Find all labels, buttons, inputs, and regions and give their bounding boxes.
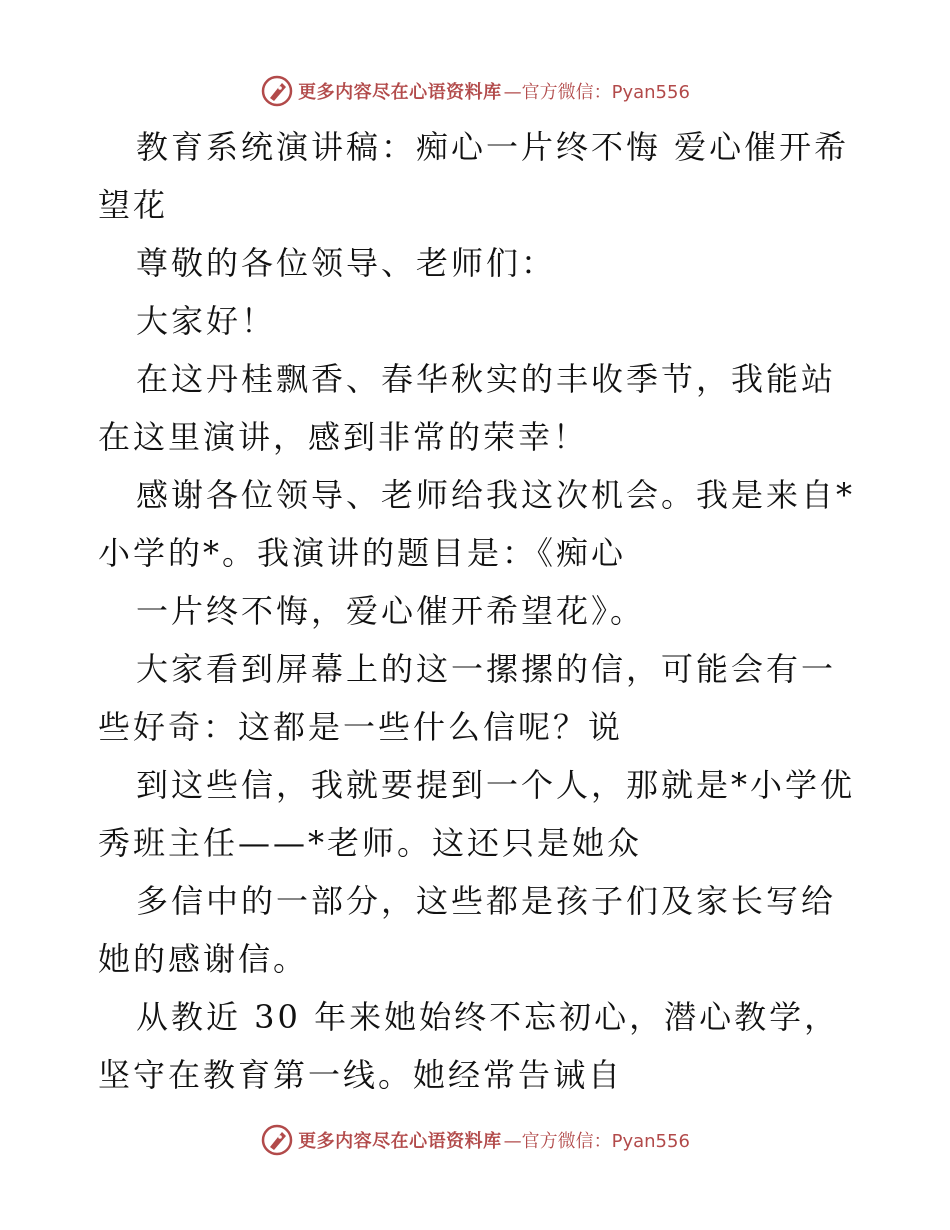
watermark-banner-bottom [0, 1120, 950, 1160]
watermark-wechat-text: —官方微信：Pyan556 [503, 1131, 690, 1152]
paragraph: 感谢各位领导、老师给我这次机会。我是来自*小学的*。我演讲的题目是：《痴心 [98, 476, 856, 572]
document-title: 教育系统演讲稿：痴心一片终不悔 爱心催开希望花 [98, 128, 850, 224]
watermark-banner-top [0, 71, 950, 111]
document-body [98, 118, 858, 1104]
watermark-bold-text: 更多内容尽在心语资料库 [298, 1131, 502, 1152]
watermark-wechat-text: —官方微信：Pyan556 [503, 82, 690, 103]
paragraph: 一片终不悔，爱心催开希望花》。 [136, 592, 646, 630]
pen-nib-logo-icon [260, 74, 294, 108]
paragraph: 大家好！ [136, 302, 277, 340]
paragraph: 从教近 30 年来她始终不忘初心，潜心教学，坚守在教育第一线。她经常告诫自 [98, 998, 840, 1094]
paragraph: 到这些信，我就要提到一个人，那就是*小学优秀班主任——*老师。这还只是她众 [98, 766, 856, 862]
paragraph: 大家看到屏幕上的这一摞摞的信，可能会有一些好奇：这都是一些什么信呢？说 [98, 650, 837, 746]
paragraph: 多信中的一部分，这些都是孩子们及家长写给她的感谢信。 [98, 882, 837, 978]
paragraph: 尊敬的各位领导、老师们： [136, 244, 557, 282]
watermark-bold-text: 更多内容尽在心语资料库 [298, 82, 502, 103]
pen-nib-logo-icon [260, 1123, 294, 1157]
paragraph: 在这丹桂飘香、春华秋实的丰收季节，我能站在这里演讲，感到非常的荣幸！ [98, 360, 837, 456]
